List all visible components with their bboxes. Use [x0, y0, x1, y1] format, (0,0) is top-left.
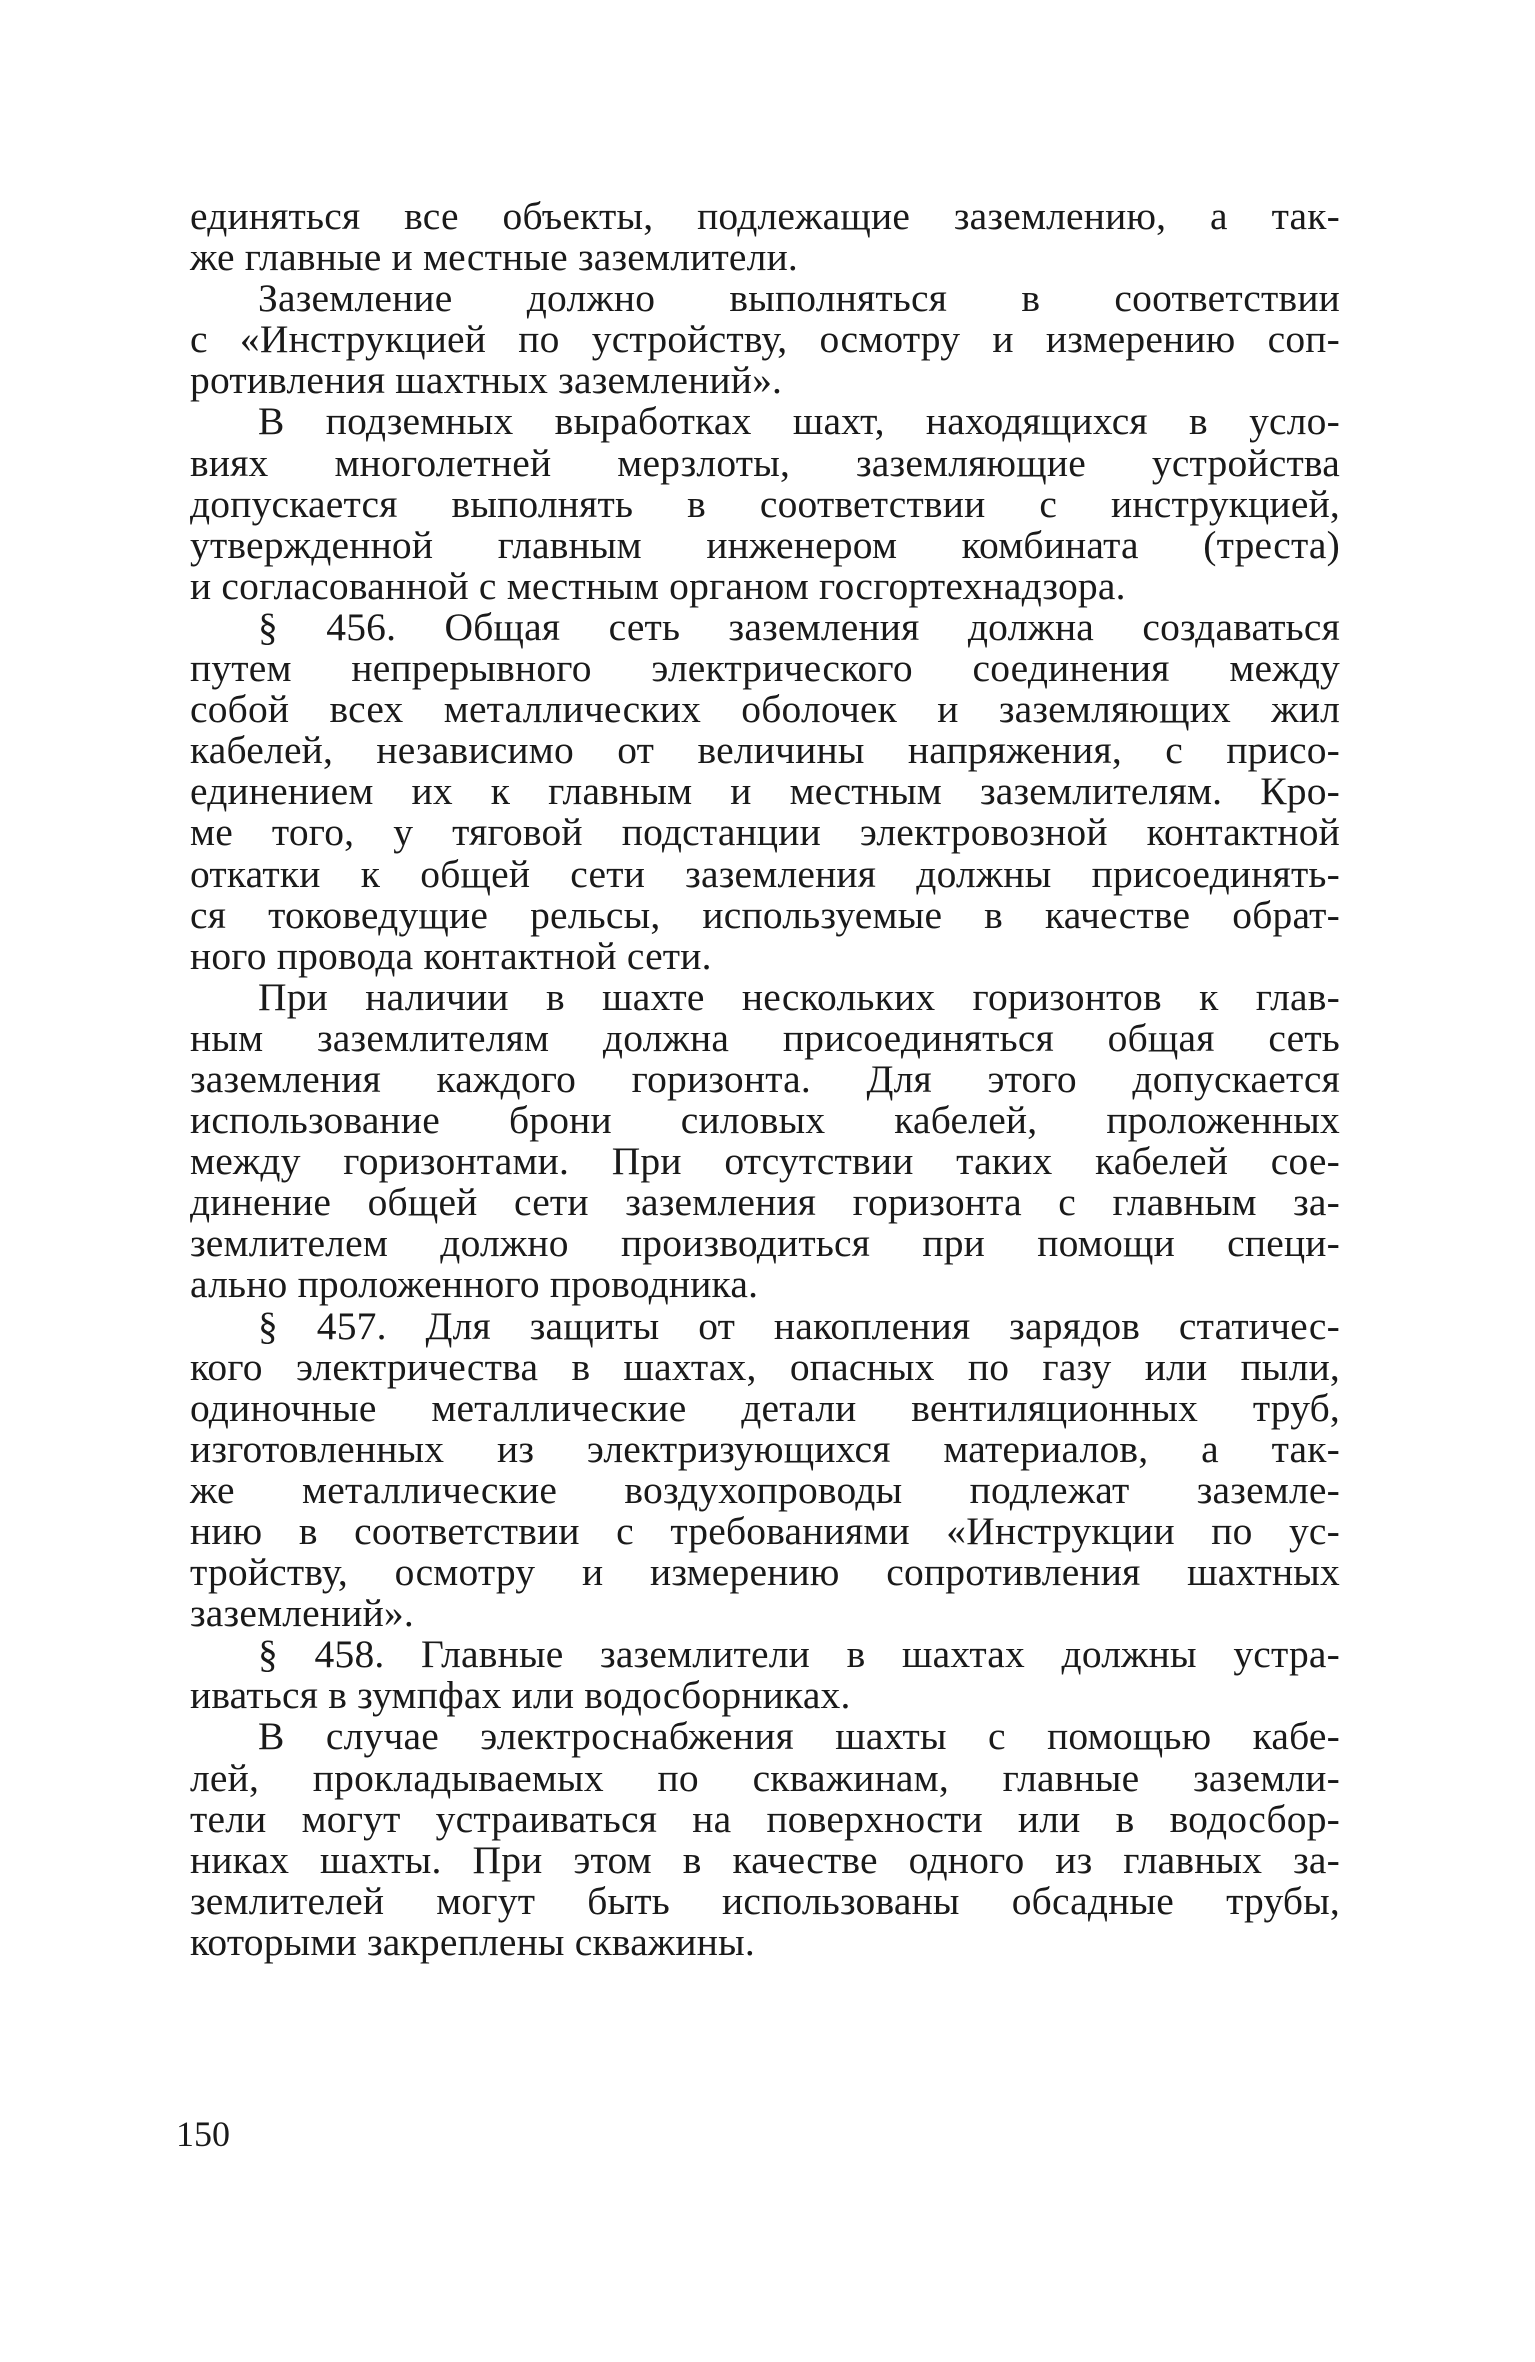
text-line: заземления каждого горизонта. Для этого допускается — [190, 1056, 1340, 1101]
text-line: одиночные металлические детали вентиляционных труб, — [190, 1385, 1340, 1430]
text-line: Заземление должно выполняться в соответствии — [258, 276, 1340, 321]
text-line: единением их к главным и местным заземлителям. Кро- — [190, 769, 1340, 814]
text-line: кого электричества в шахтах, опасных по газу или пыли, — [190, 1344, 1340, 1389]
text-line: При наличии в шахте нескольких горизонтов к глав- — [258, 974, 1340, 1019]
text-line: допускается выполнять в соответствии с инструкцией, — [190, 481, 1340, 526]
text-line: между горизонтами. При отсутствии таких кабелей сое- — [190, 1139, 1340, 1184]
text-line: же главные и местные заземлители. — [190, 235, 798, 280]
text-line: же металлические воздухопроводы подлежат заземле- — [190, 1467, 1340, 1512]
text-line: путем непрерывного электрического соединения между — [190, 646, 1340, 691]
text-line: § 457. Для защиты от накопления зарядов статичес- — [258, 1303, 1340, 1348]
text-line: лей, прокладываемых по скважинам, главные заземли- — [190, 1755, 1340, 1800]
text-line: землителей могут быть использованы обсадные трубы, — [190, 1878, 1340, 1923]
text-line: В случае электроснабжения шахты с помощью кабе- — [258, 1714, 1340, 1759]
text-line: которыми закреплены скважины. — [190, 1919, 755, 1964]
text-line: В подземных выработках шахт, находящихся в усло- — [258, 399, 1340, 444]
text-line: тели могут устраиваться на поверхности или в водосбор- — [190, 1796, 1340, 1841]
text-line: виях многолетней мерзлоты, заземляющие устройства — [190, 440, 1340, 485]
text-line: собой всех металлических оболочек и заземляющих жил — [190, 687, 1340, 732]
text-line: использование брони силовых кабелей, проложенных — [190, 1098, 1340, 1143]
text-line: единяться все объекты, подлежащие заземлению, а так- — [190, 194, 1340, 238]
text-line: ально проложенного проводника. — [190, 1262, 759, 1307]
page-number: 150 — [176, 2114, 230, 2154]
text-line: ся токоведущие рельсы, используемые в качестве обрат- — [190, 892, 1340, 937]
text-line: утвержденной главным инженером комбината (треста) — [190, 522, 1340, 567]
text-line: § 456. Общая сеть заземления должна создаваться — [258, 604, 1340, 649]
text-line: землителем должно производиться при помощи специ- — [190, 1221, 1340, 1266]
text-line: § 458. Главные заземлители в шахтах должны устра- — [258, 1632, 1340, 1677]
text-line: ным заземлителям должна присоединяться общая сеть — [190, 1015, 1340, 1060]
text-line: заземлений». — [190, 1591, 414, 1636]
text-line: изготовленных из электризующихся материалов, а так- — [190, 1426, 1340, 1471]
text-line: и согласованной с местным органом госгортехнадзора. — [190, 563, 1126, 608]
text-line: кабелей, независимо от величины напряжения, с присо- — [190, 728, 1340, 773]
text-line: никах шахты. При этом в качестве одного из главных за- — [190, 1837, 1340, 1882]
text-line: ротивления шахтных заземлений». — [190, 358, 783, 403]
text-line: ного провода контактной сети. — [190, 933, 712, 978]
text-line: ме того, у тяговой подстанции электровозной контактной — [190, 810, 1340, 855]
text-line: тройству, осмотру и измерению сопротивления шахтных — [190, 1550, 1340, 1595]
text-line: откатки к общей сети заземления должны присоединять- — [190, 851, 1340, 896]
text-line: иваться в зумпфах или водосборниках. — [190, 1673, 851, 1718]
text-line: с «Инструкцией по устройству, осмотру и измерению соп- — [190, 317, 1340, 362]
body-text — [190, 196, 1340, 1963]
text-line: динение общей сети заземления горизонта с главным за- — [190, 1180, 1340, 1225]
text-line: нию в соответствии с требованиями «Инструкции по ус- — [190, 1509, 1340, 1553]
